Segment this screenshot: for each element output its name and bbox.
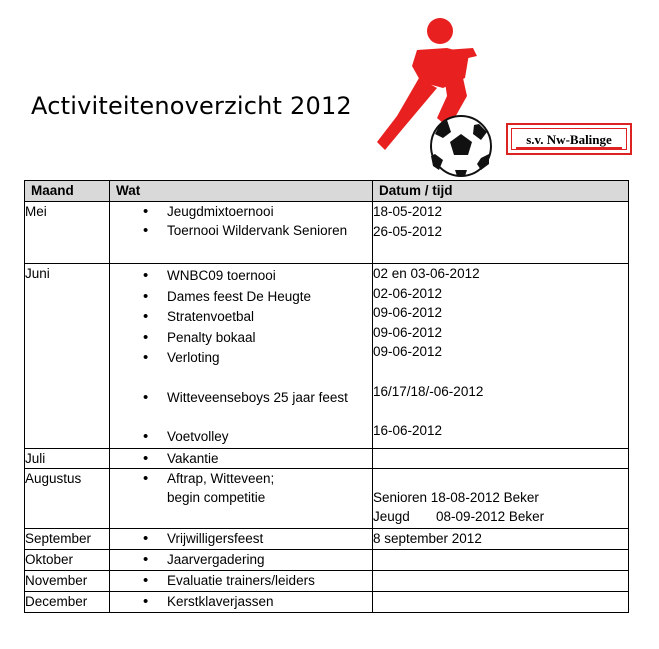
footballer-icon <box>377 8 502 178</box>
list-item: • Kerstklaverjassen <box>110 592 372 611</box>
list-item: • Voetvolley <box>110 427 372 448</box>
list-item: • Verloting <box>110 348 372 369</box>
list-item: • Jeugdmixtoernooi <box>110 202 372 221</box>
table-header-row <box>25 181 629 202</box>
month-cell: Oktober <box>25 549 110 570</box>
list-item: • Witteveenseboys 25 jaar feest <box>110 388 372 409</box>
list-item: • Jaarvergadering <box>110 550 372 569</box>
date-item: 8 september 2012 <box>373 530 482 546</box>
spacer <box>373 401 628 421</box>
activities-cell <box>110 264 373 449</box>
date-cell <box>373 448 629 468</box>
table-row <box>25 448 629 468</box>
activities-cell <box>110 549 373 570</box>
month-cell: Augustus <box>25 468 110 528</box>
table-row <box>25 570 629 591</box>
page-title: Activiteitenoverzicht 2012 <box>31 92 352 120</box>
activities-cell <box>110 591 373 612</box>
list-item: • Stratenvoetbal <box>110 307 372 328</box>
month-cell: Juli <box>25 448 110 468</box>
list-item: • Evaluatie trainers/leiders <box>110 571 372 590</box>
activities-cell <box>110 570 373 591</box>
list-item: • WNBC09 toernooi <box>110 266 372 287</box>
date-cell <box>373 570 629 591</box>
activities-cell <box>110 468 373 528</box>
date-cell <box>373 468 629 528</box>
date-cell <box>373 528 629 549</box>
month-cell: Juni <box>25 264 110 449</box>
table-row <box>25 202 629 264</box>
table-row <box>25 468 629 528</box>
spacer <box>373 362 628 382</box>
date-item: 09-06-2012 <box>373 344 443 360</box>
date-item: 16-06-2012 <box>373 422 443 438</box>
date-cell <box>373 202 629 264</box>
table-row <box>25 549 629 570</box>
football-icon <box>431 116 491 176</box>
club-name: s.v. Nw-Balinge <box>526 132 612 147</box>
list-item: • Dames feest De Heugte <box>110 287 372 308</box>
spacer <box>373 469 628 488</box>
month-cell: September <box>25 528 110 549</box>
date-item: 18-05-2012 <box>373 204 443 219</box>
date-cell <box>373 264 629 449</box>
header-what: Wat <box>110 181 373 202</box>
date-item: 09-06-2012 <box>373 324 443 340</box>
list-item: • Vakantie <box>110 449 372 468</box>
table-row <box>25 528 629 549</box>
list-item: • Aftrap, Witteveen; <box>110 469 372 488</box>
activities-cell <box>110 528 373 549</box>
month-cell: November <box>25 570 110 591</box>
list-item: • Toernooi Wildervank Senioren <box>110 221 372 240</box>
list-item-continuation: begin competitie <box>167 489 266 505</box>
activities-table <box>24 180 629 613</box>
club-logo-badge <box>506 123 632 155</box>
activities-cell <box>110 202 373 264</box>
header-date: Datum / tijd <box>373 181 629 202</box>
date-item: 16/17/18/-06-2012 <box>373 383 484 399</box>
table-row <box>25 264 629 449</box>
month-cell: Mei <box>25 202 110 264</box>
table-row <box>25 591 629 612</box>
date-item: 26-05-2012 <box>373 223 443 239</box>
activities-cell <box>110 448 373 468</box>
month-cell: December <box>25 591 110 612</box>
date-item: 02-06-2012 <box>373 285 443 301</box>
date-item: Senioren 18-08-2012 Beker <box>373 489 539 505</box>
date-item: Jeugd 08-09-2012 Beker <box>373 509 545 525</box>
list-item: • Penalty bokaal <box>110 328 372 349</box>
badge-underline <box>516 147 622 149</box>
header-month: Maand <box>25 181 110 202</box>
date-item: 02 en 03-06-2012 <box>373 266 480 281</box>
date-item: 09-06-2012 <box>373 305 443 321</box>
date-cell <box>373 549 629 570</box>
date-cell <box>373 591 629 612</box>
list-item: • Vrijwilligersfeest <box>110 529 372 548</box>
